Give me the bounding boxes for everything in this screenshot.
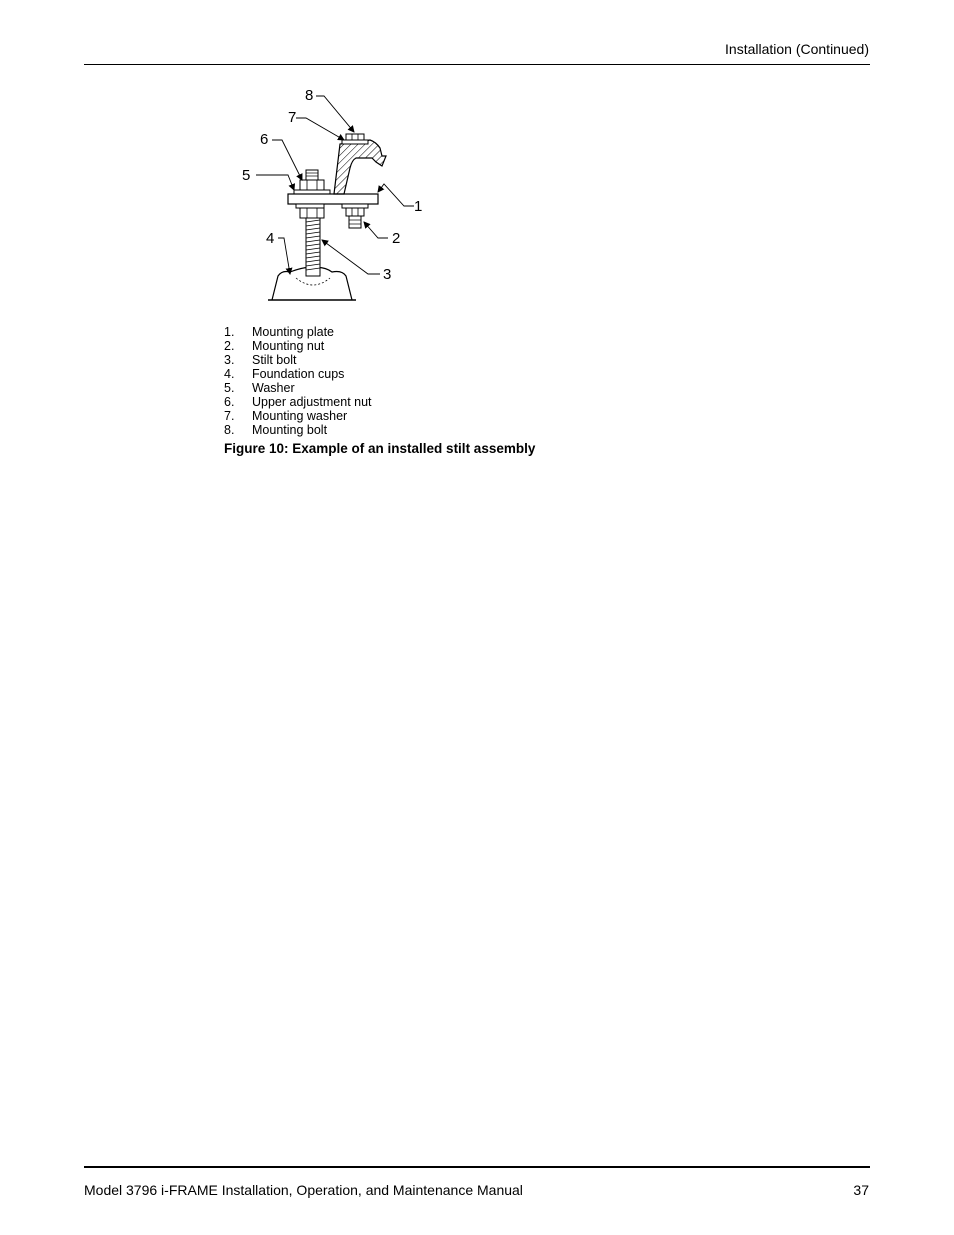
lower-nut (296, 204, 324, 218)
frame-section (334, 140, 386, 194)
figure-legend (224, 325, 372, 437)
legend-item: 7. Mounting washer (224, 409, 348, 423)
legend-item: 8. Mounting bolt (224, 423, 328, 437)
legend-item: 6. Upper adjustment nut (224, 395, 372, 409)
mounting-washer (342, 140, 368, 144)
callout-7: 7 (288, 109, 297, 126)
footer-rule (84, 1166, 870, 1168)
washer (294, 190, 330, 194)
callout-8: 8 (305, 87, 314, 104)
callout-3: 3 (383, 266, 392, 283)
page-number: 37 (853, 1182, 869, 1198)
callout-6: 6 (260, 131, 269, 148)
callout-2: 2 (392, 230, 401, 247)
running-header: Installation (Continued) (725, 41, 869, 57)
mounting-plate (288, 194, 378, 204)
footer-manual-title: Model 3796 i-FRAME Installation, Operation, and Maintenance Manual (84, 1182, 523, 1198)
figure-caption: Figure 10: Example of an installed stilt assembly (224, 441, 536, 456)
callout-5: 5 (242, 167, 251, 184)
legend-item: 2. Mounting nut (224, 339, 325, 353)
legend-item: 4. Foundation cups (224, 367, 345, 381)
callout-4: 4 (266, 230, 275, 247)
legend-item: 1. Mounting plate (224, 325, 335, 339)
stilt-assembly-figure (236, 82, 436, 308)
legend-item: 5. Washer (224, 381, 295, 395)
mounting-nut (342, 204, 368, 228)
header-rule (84, 64, 870, 65)
mounting-bolt (346, 134, 364, 140)
upper-adjustment-nut (300, 180, 324, 190)
stilt-assembly-drawing (236, 82, 436, 308)
callout-1: 1 (414, 198, 423, 215)
legend-item: 3. Stilt bolt (224, 353, 297, 367)
